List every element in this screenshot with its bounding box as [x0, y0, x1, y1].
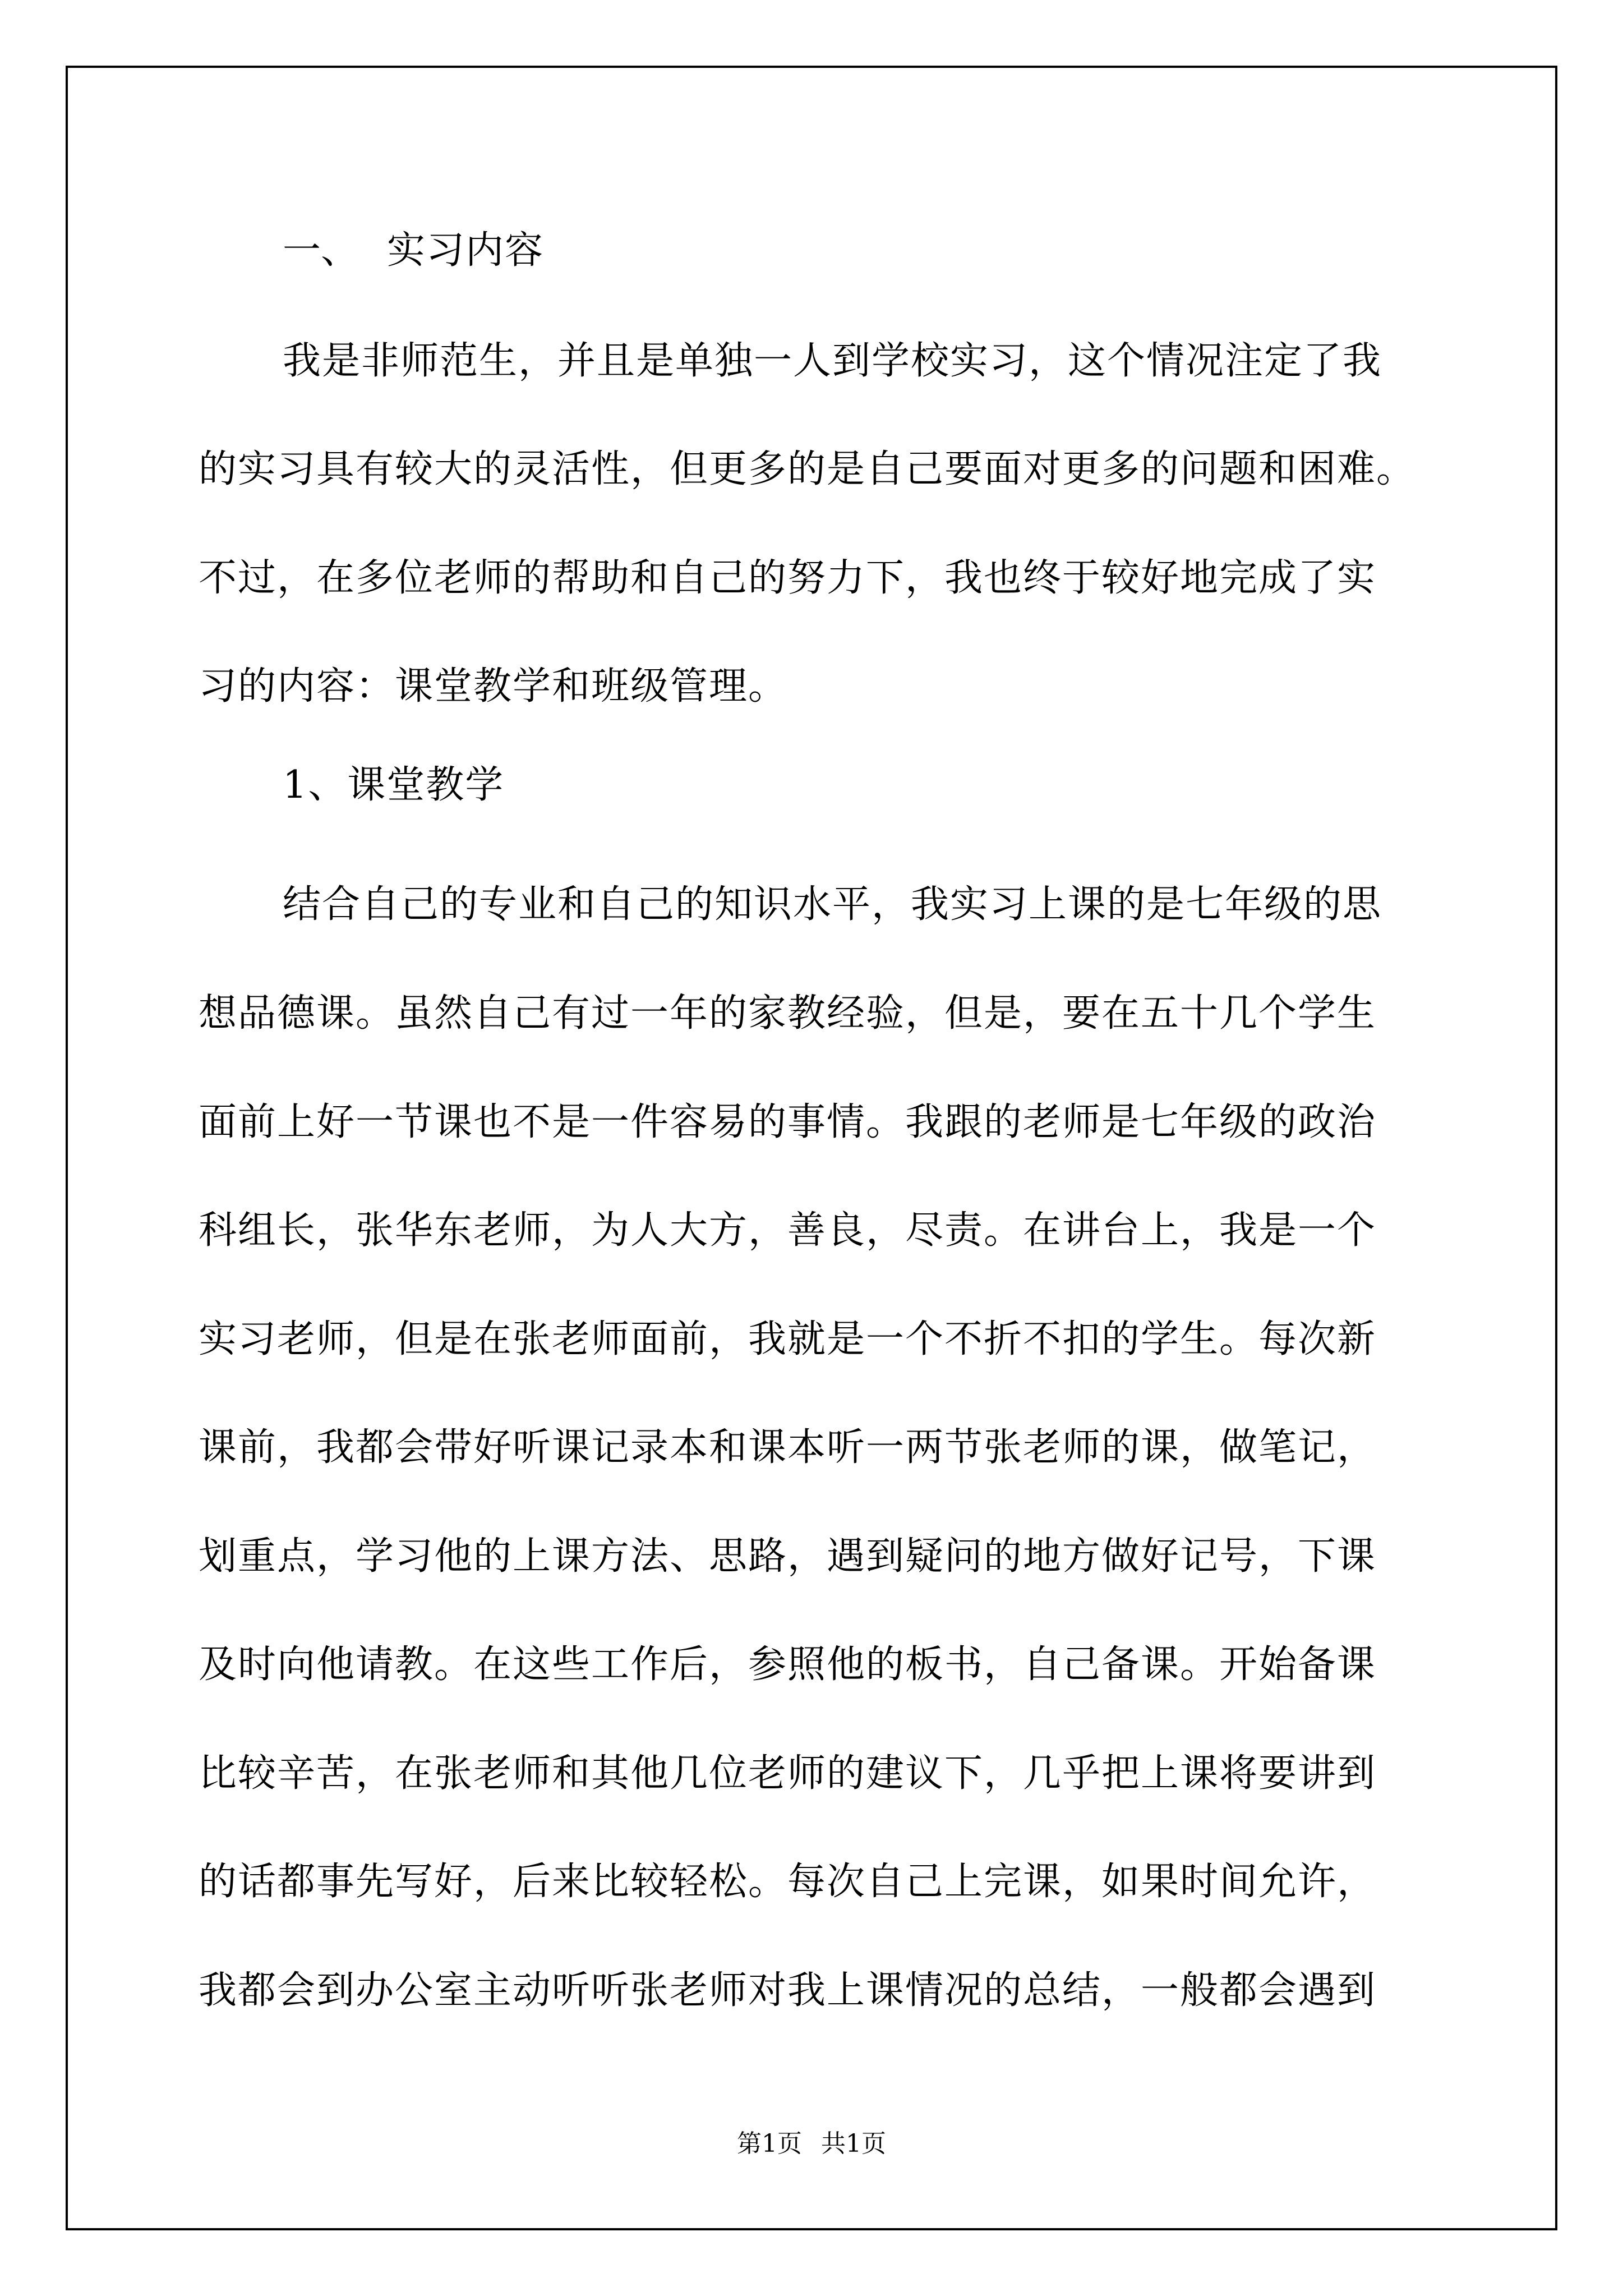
paragraph-line: 习的内容：课堂教学和班级管理。 — [199, 664, 788, 708]
subsection-title: 1、课堂教学 — [283, 763, 505, 807]
section-number: 一、 — [283, 228, 359, 273]
paragraph-line: 的实习具有较大的灵活性，但更多的是自己要面对更多的问题和困难。 — [199, 447, 1416, 491]
total-pages-label: 共1页 — [821, 2129, 886, 2158]
paragraph-line: 比较辛苦，在张老师和其他几位老师的建议下，几乎把上课将要讲到 — [199, 1751, 1377, 1796]
paragraph-line: 的话都事先写好，后来比较轻松。每次自己上完课，如果时间允许， — [199, 1860, 1377, 1904]
paragraph-line: 课前，我都会带好听课记录本和课本听一两节张老师的课，做笔记， — [199, 1425, 1377, 1470]
paragraph-line: 我都会到办公室主动听听张老师对我上课情况的总结，一般都会遇到 — [199, 1968, 1377, 2013]
paragraph-line: 及时向他请教。在这些工作后，参照他的板书，自己备课。开始备课 — [199, 1642, 1377, 1687]
paragraph-line: 划重点，学习他的上课方法、思路，遇到疑问的地方做好记号，下课 — [199, 1534, 1377, 1579]
paragraph-line: 我是非师范生，并且是单独一人到学校实习，这个情况注定了我 — [283, 339, 1382, 383]
paragraph-line: 面前上好一节课也不是一件容易的事情。我跟的老师是七年级的政治 — [199, 1100, 1377, 1144]
page-footer — [0, 2129, 1623, 2158]
paragraph-line: 结合自己的专业和自己的知识水平，我实习上课的是七年级的思 — [283, 882, 1382, 927]
section-title: 实习内容 — [387, 228, 545, 273]
paragraph-line: 想品德课。虽然自己有过一年的家教经验，但是，要在五十几个学生 — [199, 991, 1377, 1036]
page-border — [66, 66, 1557, 2230]
paragraph-line: 实习老师，但是在张老师面前，我就是一个不折不扣的学生。每次新 — [199, 1317, 1377, 1361]
current-page-label: 第1页 — [737, 2129, 802, 2158]
paragraph-line: 不过，在多位老师的帮助和自己的努力下，我也终于较好地完成了实 — [199, 556, 1377, 600]
paragraph-line: 科组长，张华东老师，为人大方，善良，尽责。在讲台上，我是一个 — [199, 1208, 1377, 1253]
